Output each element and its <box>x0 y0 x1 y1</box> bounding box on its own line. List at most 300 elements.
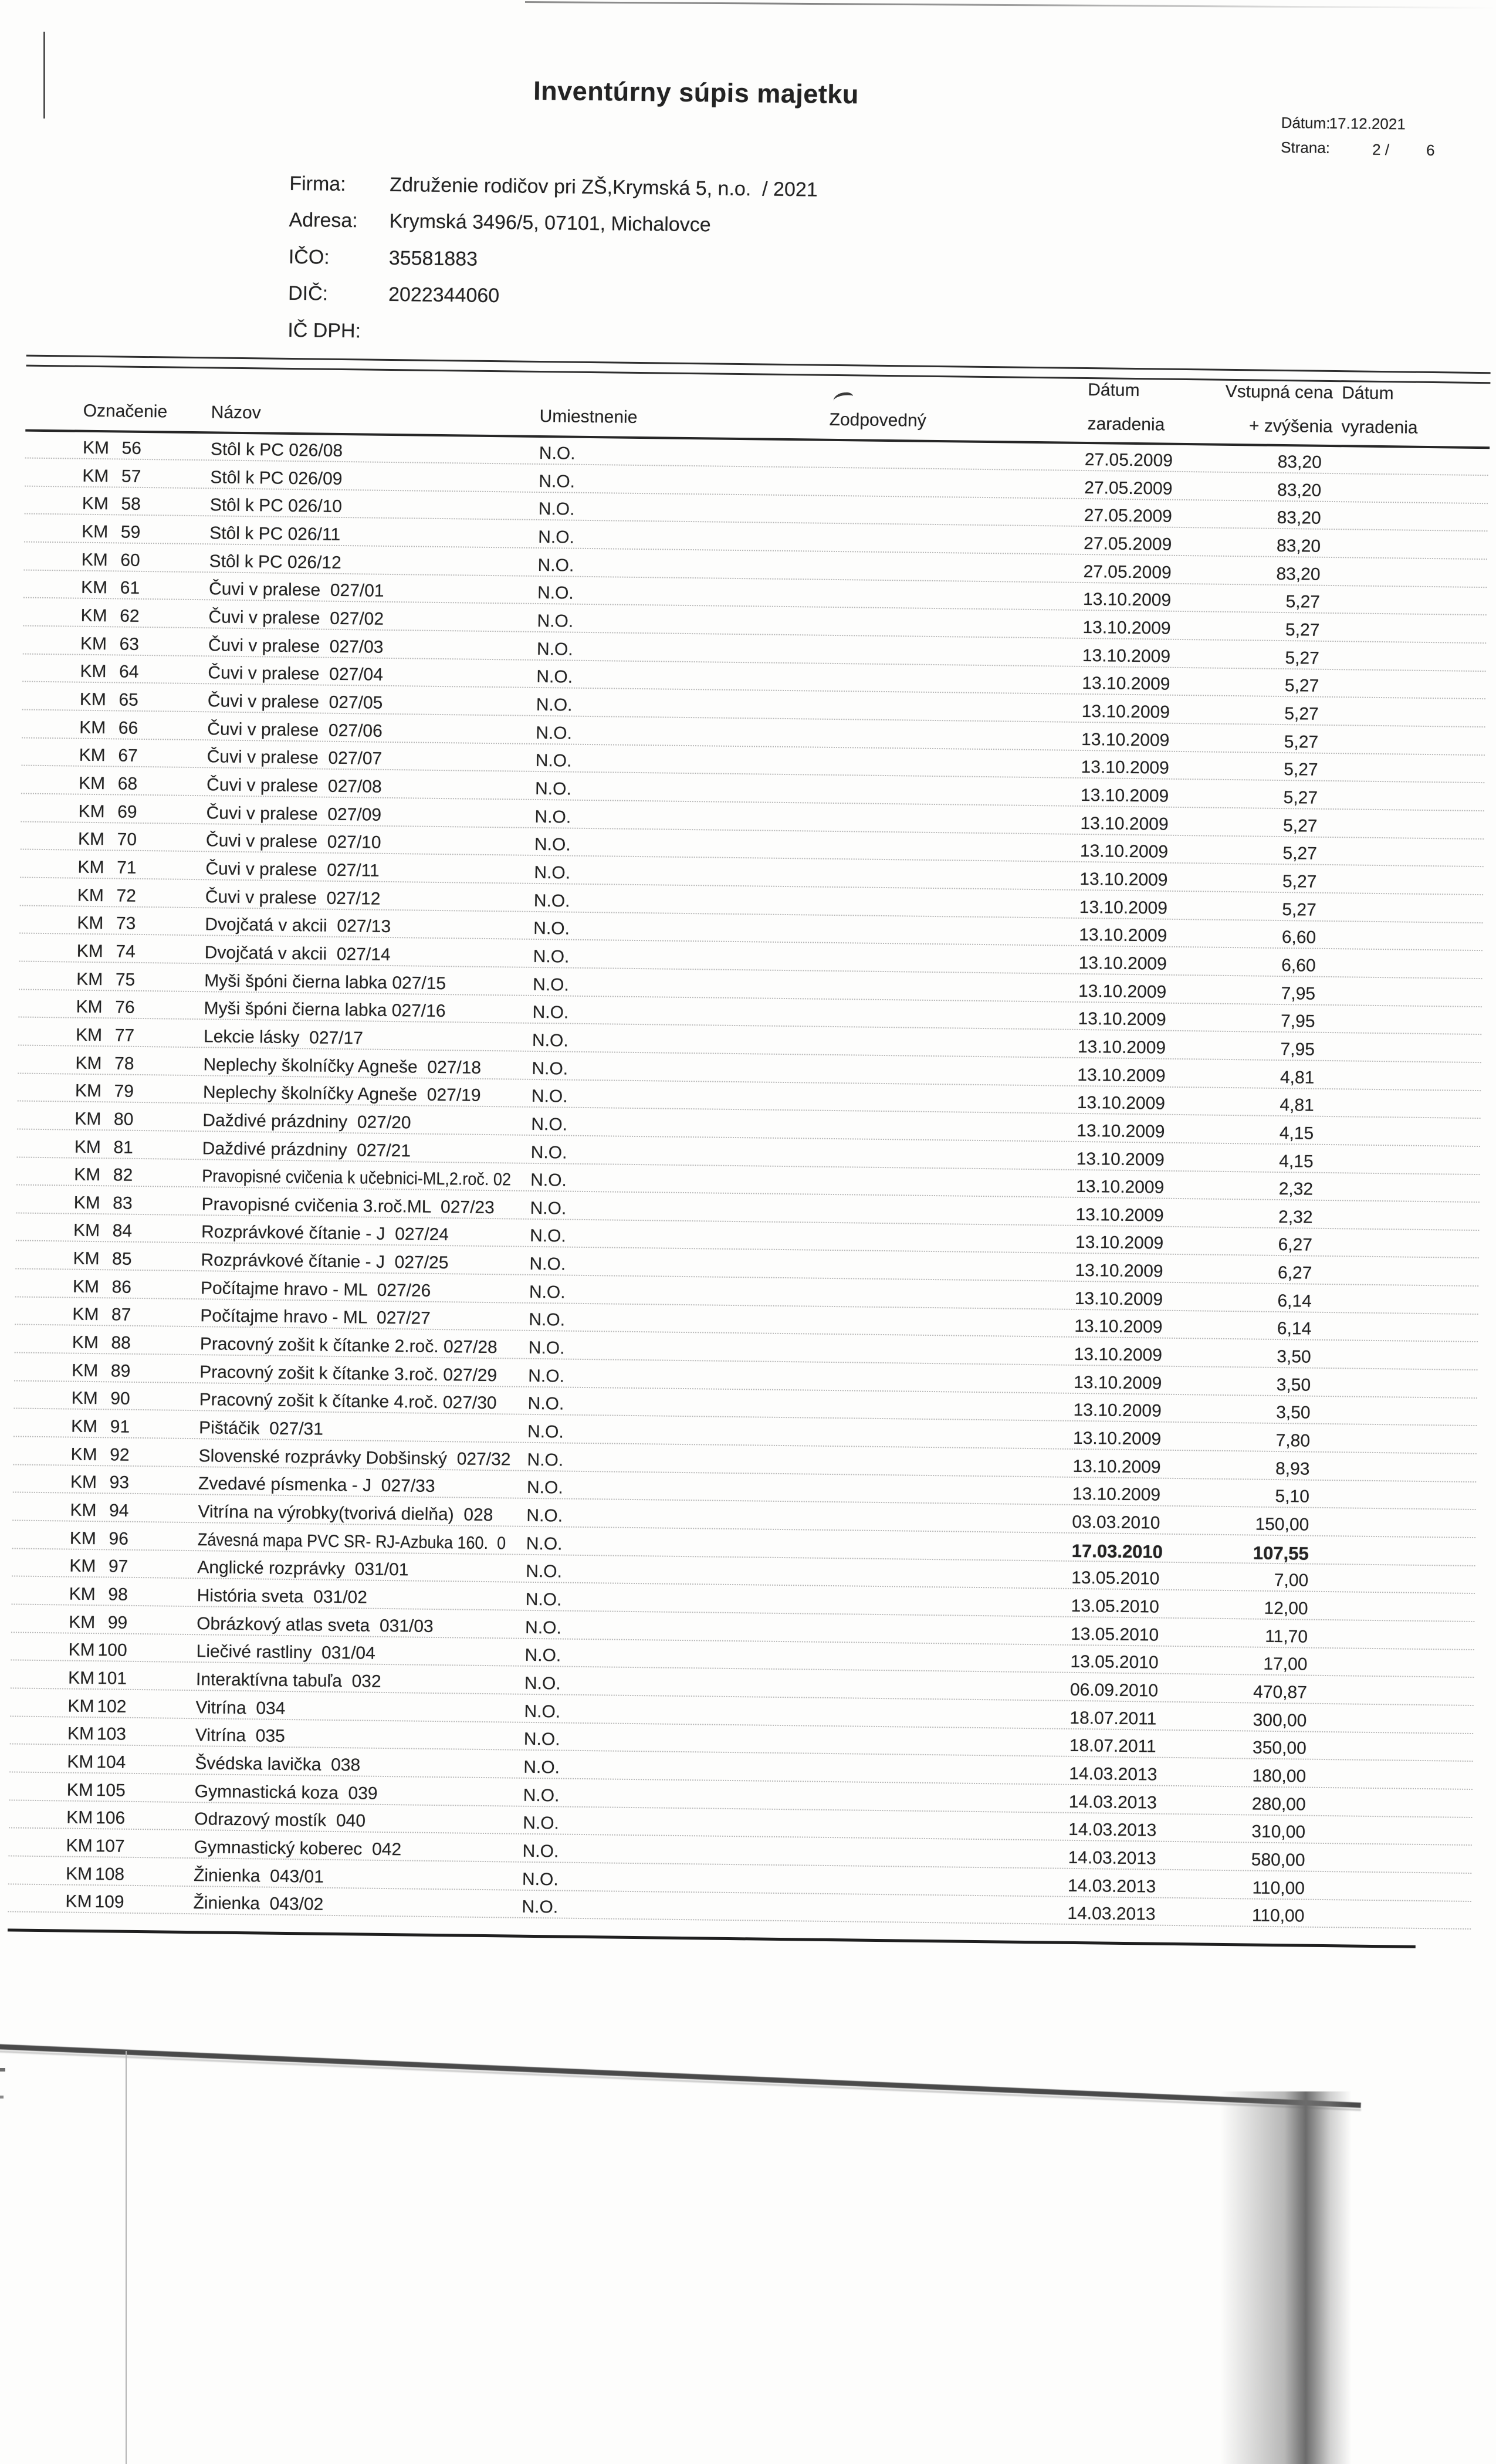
row-number: 56 <box>121 438 142 458</box>
row-mark: KM <box>72 1305 99 1325</box>
header-name: Názov <box>211 402 261 423</box>
company-name-value: Združenie rodičov pri ZŠ,Krymská 5, n.o. / 2021 <box>390 173 818 201</box>
row-mark: KM <box>69 1584 96 1605</box>
row-date-in: 13.10.2009 <box>1081 757 1169 778</box>
row-date-in: 13.10.2009 <box>1077 1037 1166 1058</box>
row-date-in: 13.10.2009 <box>1078 981 1167 1002</box>
row-date-in: 13.10.2009 <box>1074 1316 1163 1338</box>
row-mark: KM <box>70 1500 97 1521</box>
row-date-in: 13.10.2009 <box>1076 1149 1165 1170</box>
row-price: 4,81 <box>1280 1095 1314 1115</box>
row-price: 83,20 <box>1277 508 1321 529</box>
row-name: Gymnastická koza 039 <box>194 1781 378 1803</box>
company-ico-label: IČO: <box>288 245 330 269</box>
row-name: Počítajme hravo - ML 027/26 <box>200 1278 431 1301</box>
row-mark: KM <box>82 438 110 458</box>
row-date-in: 13.10.2009 <box>1082 673 1170 695</box>
row-mark: KM <box>80 578 108 598</box>
page-title: Inventúrny súpis majetku <box>533 75 859 110</box>
row-location: N.O. <box>527 1421 564 1442</box>
row-name: Čuvi v pralese 027/12 <box>205 886 381 909</box>
row-date-in: 13.10.2009 <box>1082 645 1171 666</box>
row-price: 6,27 <box>1278 1235 1313 1255</box>
row-name: Švédska lavička 038 <box>195 1754 361 1775</box>
row-mark: KM <box>73 1221 100 1241</box>
row-location: N.O. <box>531 1114 568 1135</box>
header-mark: Označenie <box>83 401 168 422</box>
row-date-in: 13.10.2009 <box>1079 925 1167 946</box>
row-name: Čuvi v pralese 027/02 <box>208 607 384 629</box>
row-mark: KM <box>80 605 107 626</box>
row-date-in: 13.10.2009 <box>1081 701 1170 722</box>
row-location: N.O. <box>538 527 575 547</box>
row-name: Rozprávkové čítanie - J 027/25 <box>201 1250 449 1273</box>
row-mark: KM <box>78 801 105 821</box>
row-location: N.O. <box>525 1589 562 1610</box>
row-number: 72 <box>116 886 137 906</box>
row-number: 107 <box>95 1836 125 1856</box>
row-location: N.O. <box>526 1478 563 1498</box>
row-date-in: 13.10.2009 <box>1073 1372 1162 1393</box>
row-price: 7,95 <box>1280 1011 1315 1031</box>
row-mark: KM <box>65 1891 92 1912</box>
row-number: 79 <box>114 1081 134 1102</box>
row-price: 7,80 <box>1275 1431 1311 1451</box>
row-mark: KM <box>75 1053 102 1073</box>
header-date-in-line1: Dátum <box>1088 380 1140 401</box>
header-date-out-line2: vyradenia <box>1341 417 1418 438</box>
row-number: 78 <box>114 1053 134 1074</box>
row-price: 7,95 <box>1280 1039 1315 1060</box>
row-mark: KM <box>74 1165 101 1185</box>
row-price: 83,20 <box>1277 452 1322 472</box>
row-mark: KM <box>80 634 107 654</box>
row-date-in: 13.10.2009 <box>1075 1204 1164 1226</box>
row-date-in: 27.05.2009 <box>1083 561 1172 583</box>
row-mark: KM <box>73 1193 100 1213</box>
row-date-in: 13.05.2010 <box>1071 1596 1159 1617</box>
row-date-in: 13.05.2010 <box>1070 1652 1159 1673</box>
row-location: N.O. <box>531 1087 568 1106</box>
row-mark: KM <box>65 1864 93 1884</box>
row-location: N.O. <box>523 1785 560 1806</box>
row-location: N.O. <box>536 723 573 743</box>
row-price: 5,27 <box>1283 787 1318 808</box>
row-name: Myši špóni čierna labka 027/15 <box>204 970 446 993</box>
row-price: 3,50 <box>1277 1347 1311 1367</box>
row-number: 58 <box>121 494 141 515</box>
row-price: 5,27 <box>1285 592 1321 612</box>
row-name: Stôl k PC 026/09 <box>210 467 343 489</box>
row-price: 5,27 <box>1285 648 1320 668</box>
row-mark: KM <box>66 1808 93 1828</box>
row-name: Vitrína 034 <box>195 1697 286 1718</box>
row-location: N.O. <box>523 1729 560 1749</box>
row-price: 4,15 <box>1279 1123 1314 1143</box>
row-location: N.O. <box>522 1813 560 1833</box>
row-mark: KM <box>82 494 109 514</box>
row-location: N.O. <box>528 1338 565 1358</box>
row-price: 107,55 <box>1253 1542 1309 1564</box>
row-location: N.O. <box>534 835 571 855</box>
row-date-in: 13.10.2009 <box>1079 841 1169 862</box>
row-location: N.O. <box>532 1030 568 1051</box>
date-value: 17.12.2021 <box>1329 114 1406 133</box>
row-price: 5,27 <box>1282 871 1317 892</box>
row-location: N.O. <box>532 1003 569 1023</box>
row-location: N.O. <box>532 1058 568 1079</box>
row-number: 88 <box>111 1333 131 1353</box>
row-name: Obrázkový atlas sveta 031/03 <box>196 1613 434 1636</box>
row-number: 104 <box>96 1752 126 1772</box>
row-mark: KM <box>72 1360 99 1380</box>
row-price: 6,14 <box>1277 1291 1312 1311</box>
row-price: 350,00 <box>1252 1738 1307 1758</box>
row-name: Čuvi v pralese 027/01 <box>208 579 384 601</box>
row-mark: KM <box>69 1528 97 1548</box>
row-price: 3,50 <box>1275 1403 1311 1423</box>
row-price: 5,27 <box>1283 760 1318 780</box>
row-mark: KM <box>75 1109 101 1129</box>
row-date-in: 18.07.2011 <box>1069 1708 1157 1729</box>
row-number: 100 <box>97 1640 127 1661</box>
row-mark: KM <box>70 1416 98 1437</box>
row-number: 98 <box>108 1585 128 1605</box>
row-name: Pravopisné cvičenia k učebnici-ML,2.roč. 02 <box>202 1166 512 1190</box>
row-mark: KM <box>67 1752 94 1772</box>
row-name: Pravopisné cvičenia 3.roč.ML 027/23 <box>201 1194 495 1217</box>
row-date-in: 14.03.2013 <box>1068 1820 1157 1840</box>
company-dic-value: 2022344060 <box>388 283 500 307</box>
row-number: 63 <box>119 634 140 654</box>
header-price-line2: + zvýšenia <box>1248 416 1333 437</box>
row-name: Stôl k PC 026/10 <box>209 495 343 517</box>
row-location: N.O. <box>536 639 573 659</box>
row-number: 94 <box>109 1501 129 1521</box>
row-date-in: 13.10.2009 <box>1075 1261 1163 1281</box>
row-date-in: 13.10.2009 <box>1077 1093 1166 1113</box>
row-price: 4,81 <box>1280 1067 1315 1088</box>
row-price: 6,60 <box>1281 955 1316 976</box>
row-mark: KM <box>67 1724 94 1744</box>
row-name: Čuvi v pralese 027/03 <box>208 635 384 657</box>
row-number: 71 <box>116 858 137 878</box>
row-name: Čuvi v pralese 027/07 <box>207 747 383 769</box>
row-number: 99 <box>107 1613 128 1633</box>
row-date-in: 13.10.2009 <box>1078 1009 1166 1030</box>
row-name: Dvojčatá v akcii 027/14 <box>204 943 391 964</box>
row-location: N.O. <box>524 1617 562 1638</box>
row-number: 86 <box>111 1277 132 1297</box>
row-location: N.O. <box>534 807 571 827</box>
row-price: 5,27 <box>1284 676 1319 696</box>
row-number: 92 <box>110 1445 130 1465</box>
scanner-background-line <box>126 2051 127 2464</box>
row-number: 77 <box>114 1025 135 1045</box>
row-name: Žinienka 043/02 <box>193 1893 324 1915</box>
row-mark: KM <box>81 550 108 570</box>
row-location: N.O. <box>530 1170 567 1190</box>
row-mark: KM <box>78 773 106 794</box>
row-date-in: 13.10.2009 <box>1075 1233 1164 1254</box>
row-price: 580,00 <box>1251 1850 1305 1870</box>
row-date-in: 14.03.2013 <box>1069 1764 1157 1785</box>
row-number: 85 <box>111 1249 132 1269</box>
row-mark: KM <box>67 1668 95 1688</box>
row-name: Slovenské rozprávky Dobšinský 027/32 <box>198 1446 511 1470</box>
row-number: 68 <box>117 774 138 794</box>
row-price: 8,93 <box>1275 1458 1310 1479</box>
row-location: N.O. <box>529 1282 566 1302</box>
row-name: Stôl k PC 026/11 <box>209 523 341 544</box>
row-number: 61 <box>120 578 140 598</box>
row-mark: KM <box>73 1248 100 1269</box>
page-number-total: 6 <box>1426 141 1435 160</box>
row-location: N.O. <box>526 1534 563 1554</box>
row-date-in: 13.10.2009 <box>1082 617 1171 638</box>
row-mark: KM <box>70 1444 97 1464</box>
row-number: 76 <box>115 997 135 1018</box>
row-date-in: 06.09.2010 <box>1069 1680 1159 1701</box>
row-name: Myši špóni čierna labka 027/16 <box>204 999 446 1021</box>
row-name: Čuvi v pralese 027/09 <box>206 803 382 825</box>
row-name: Dvojčatá v akcii 027/13 <box>205 915 391 937</box>
row-name: Čuvi v pralese 027/08 <box>206 775 382 797</box>
row-name: Gymnastický koberec 042 <box>194 1837 402 1860</box>
row-mark: KM <box>66 1780 93 1800</box>
row-price: 6,60 <box>1281 928 1316 947</box>
row-number: 103 <box>96 1724 127 1745</box>
row-number: 97 <box>108 1556 128 1577</box>
row-price: 310,00 <box>1251 1822 1306 1842</box>
row-price: 280,00 <box>1251 1794 1306 1815</box>
row-date-in: 14.03.2013 <box>1068 1847 1156 1869</box>
row-mark: KM <box>75 1081 102 1101</box>
row-price: 300,00 <box>1253 1710 1307 1731</box>
row-mark: KM <box>74 1137 101 1157</box>
row-mark: KM <box>79 745 106 766</box>
row-location: N.O. <box>529 1310 566 1331</box>
row-date-in: 13.05.2010 <box>1070 1624 1159 1645</box>
row-number: 87 <box>111 1305 131 1325</box>
row-name: Daždivé prázdniny 027/21 <box>202 1138 411 1160</box>
row-mark: KM <box>70 1473 97 1492</box>
row-mark: KM <box>77 829 105 849</box>
row-mark: KM <box>76 969 103 989</box>
scan-left-edge-artifact <box>43 32 45 119</box>
row-price: 5,27 <box>1282 815 1318 836</box>
header-date-in-line2: zaradenia <box>1087 414 1165 435</box>
row-location: N.O. <box>528 1366 565 1386</box>
page-number-value: 2 / <box>1372 140 1390 159</box>
row-date-in: 18.07.2011 <box>1069 1736 1156 1756</box>
row-date-in: 13.10.2009 <box>1077 1121 1165 1142</box>
row-number: 105 <box>96 1780 126 1800</box>
row-mark: KM <box>75 1025 103 1045</box>
row-mark: KM <box>79 689 107 710</box>
row-name: Čuvi v pralese 027/06 <box>207 719 383 741</box>
row-price: 6,27 <box>1277 1263 1312 1283</box>
row-number: 67 <box>118 746 138 766</box>
row-number: 74 <box>116 942 136 962</box>
row-price: 150,00 <box>1255 1514 1309 1535</box>
row-date-in: 13.10.2009 <box>1077 1065 1166 1086</box>
row-date-in: 27.05.2009 <box>1084 506 1173 527</box>
row-date-in: 13.10.2009 <box>1080 785 1169 806</box>
row-number: 66 <box>118 718 138 738</box>
page-number-label: Strana: <box>1280 138 1331 157</box>
row-location: N.O. <box>535 751 572 771</box>
row-mark: KM <box>66 1836 93 1856</box>
row-mark: KM <box>71 1389 98 1409</box>
row-name: Čuvi v pralese 027/04 <box>208 663 384 685</box>
row-number: 108 <box>94 1864 125 1884</box>
row-mark: KM <box>68 1640 95 1660</box>
row-mark: KM <box>82 522 109 542</box>
row-location: N.O. <box>529 1254 566 1274</box>
row-name: Pištáčik 027/31 <box>198 1418 324 1439</box>
row-name: Počítajme hravo - ML 027/27 <box>200 1306 431 1329</box>
company-address-label: Adresa: <box>289 208 358 232</box>
header-price-line1: Vstupná cena <box>1225 381 1333 403</box>
row-mark: KM <box>79 717 106 737</box>
row-location: N.O. <box>522 1869 559 1890</box>
row-date-in: 13.10.2009 <box>1078 953 1167 974</box>
row-mark: KM <box>82 466 109 486</box>
row-number: 75 <box>115 969 136 990</box>
row-price: 2,32 <box>1278 1207 1313 1227</box>
row-number: 96 <box>109 1529 129 1549</box>
scan-left-nub-artifact <box>0 2068 5 2072</box>
row-number: 83 <box>113 1193 133 1213</box>
row-price: 3,50 <box>1276 1375 1311 1395</box>
row-location: N.O. <box>537 611 574 631</box>
row-location: N.O. <box>527 1450 564 1470</box>
row-location: N.O. <box>534 862 571 883</box>
row-price: 83,20 <box>1276 536 1321 556</box>
row-number: 64 <box>119 662 139 682</box>
row-date-in: 13.10.2009 <box>1074 1288 1163 1309</box>
row-number: 62 <box>119 606 140 626</box>
row-name: Pracovný zošit k čítanke 2.roč. 027/28 <box>199 1334 497 1358</box>
header-responsible: Zodpovedný <box>829 409 926 431</box>
row-price: 11,70 <box>1264 1626 1308 1647</box>
row-date-in: 13.10.2009 <box>1079 869 1168 890</box>
row-number: 101 <box>97 1668 127 1688</box>
header-location: Umiestnenie <box>539 406 638 427</box>
row-price: 17,00 <box>1263 1654 1308 1675</box>
row-date-in: 13.10.2009 <box>1075 1177 1165 1197</box>
row-mark: KM <box>76 941 103 962</box>
row-mark: KM <box>72 1277 100 1297</box>
row-location: N.O. <box>532 974 570 995</box>
row-price: 2,32 <box>1278 1179 1314 1199</box>
row-date-in: 13.10.2009 <box>1080 813 1169 834</box>
row-location: N.O. <box>530 1198 567 1219</box>
row-date-in: 13.10.2009 <box>1072 1428 1162 1449</box>
row-mark: KM <box>68 1612 96 1632</box>
row-number: 80 <box>113 1109 134 1129</box>
row-location: N.O. <box>536 695 573 715</box>
company-icdph-label: IČ DPH: <box>287 319 361 343</box>
row-date-in: 14.03.2013 <box>1067 1876 1156 1897</box>
row-price: 6,14 <box>1277 1319 1312 1339</box>
row-number: 90 <box>110 1389 130 1409</box>
row-name: Liečivé rastliny 031/04 <box>196 1641 375 1664</box>
company-dic-label: DIČ: <box>287 282 329 305</box>
row-location: N.O. <box>529 1226 566 1247</box>
row-price: 110,00 <box>1252 1878 1305 1898</box>
row-location: N.O. <box>534 779 571 799</box>
row-name: Čuvi v pralese 027/05 <box>207 691 383 713</box>
row-name: Interaktívna tabuľa 032 <box>195 1670 381 1691</box>
row-date-in: 13.10.2009 <box>1079 897 1168 918</box>
row-price: 5,27 <box>1285 620 1320 640</box>
row-number: 109 <box>94 1892 124 1913</box>
row-date-in: 13.05.2010 <box>1071 1568 1160 1589</box>
row-location: N.O. <box>537 555 574 576</box>
row-location: N.O. <box>523 1757 560 1778</box>
row-price: 5,10 <box>1275 1487 1310 1507</box>
row-mark: KM <box>76 997 103 1017</box>
row-date-in: 13.10.2009 <box>1072 1484 1161 1505</box>
row-number: 102 <box>97 1696 127 1717</box>
row-name: Anglické rozprávky 031/01 <box>197 1558 409 1580</box>
row-location: N.O. <box>524 1646 561 1666</box>
row-number: 89 <box>110 1361 131 1381</box>
row-name: Vitrína 035 <box>195 1725 285 1747</box>
row-number: 91 <box>110 1417 130 1437</box>
row-number: 59 <box>120 522 141 542</box>
row-price: 83,20 <box>1276 564 1321 584</box>
row-location: N.O. <box>522 1897 559 1917</box>
row-price: 5,27 <box>1284 732 1319 752</box>
row-location: N.O. <box>524 1701 561 1722</box>
row-name: Odrazový mostík 040 <box>194 1809 366 1831</box>
row-name: Lekcie lásky 027/17 <box>203 1027 364 1048</box>
row-number: 60 <box>120 550 140 570</box>
row-location: N.O. <box>530 1142 567 1163</box>
row-price: 5,27 <box>1284 704 1319 724</box>
row-price: 83,20 <box>1277 480 1322 500</box>
row-location: N.O. <box>533 919 570 939</box>
row-number: 65 <box>119 690 139 710</box>
row-mark: KM <box>77 857 104 878</box>
row-date-in: 17.03.2010 <box>1071 1540 1163 1562</box>
row-number: 81 <box>113 1137 134 1157</box>
row-location: N.O. <box>537 583 574 603</box>
row-number: 93 <box>109 1473 130 1493</box>
row-location: N.O. <box>526 1562 563 1582</box>
row-date-in: 13.10.2009 <box>1072 1456 1161 1477</box>
row-number: 84 <box>112 1221 133 1241</box>
row-name: Závesná mapa PVC SR- RJ-Azbuka 160. 0 <box>197 1529 506 1553</box>
row-date-in: 13.10.2009 <box>1073 1400 1162 1421</box>
row-price: 12,00 <box>1264 1598 1308 1619</box>
row-date-in: 13.10.2009 <box>1081 729 1170 750</box>
row-name: Neplechy školníčky Agneše 027/18 <box>203 1054 482 1078</box>
row-number: 82 <box>113 1165 133 1185</box>
row-date-in: 27.05.2009 <box>1084 449 1173 471</box>
row-price: 5,27 <box>1282 844 1318 864</box>
row-location: N.O. <box>539 443 576 463</box>
row-name: Pracovný zošit k čítanke 4.roč. 027/30 <box>199 1390 497 1413</box>
row-location: N.O. <box>524 1673 561 1694</box>
row-name: Zvedavé písmenka - J 027/33 <box>198 1474 435 1497</box>
row-price: 470,87 <box>1253 1682 1308 1703</box>
row-number: 70 <box>117 830 137 850</box>
row-location: N.O. <box>539 471 576 492</box>
